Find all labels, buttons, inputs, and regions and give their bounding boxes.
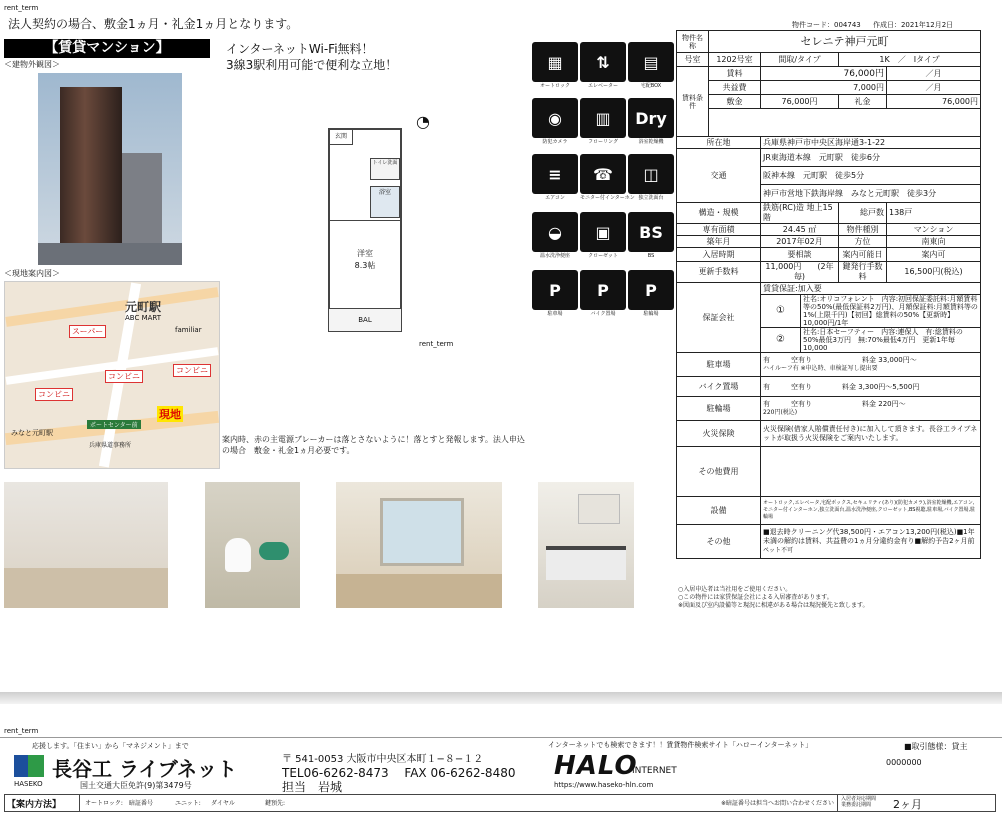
terms-blank bbox=[709, 109, 981, 137]
map-convenience: コンビニ bbox=[173, 364, 211, 377]
address-value: 兵庫県神戸市中央区海岸通3-1-22 bbox=[761, 137, 981, 149]
guide-bar bbox=[4, 794, 996, 812]
equipment-text: オートロック,エレベータ,宅配ボックス,セキュリティ(あり)(防犯カメラ),浴室乾燥機,エアコン,モニター付インターホン,独立洗面台,温水洗浄便座,クローゼット,BS視聴,駐車場,バイク置場,駐輪場 bbox=[761, 497, 981, 525]
plan-bath: 浴室 bbox=[370, 186, 400, 218]
site-url[interactable]: https://www.haseko-hln.com bbox=[554, 781, 654, 789]
unit-label: ユニット: bbox=[175, 800, 201, 807]
floor-area bbox=[336, 574, 502, 608]
air-conditioner-icon: ≡ エアコン bbox=[532, 154, 578, 202]
units-label: 総戸数 bbox=[839, 203, 887, 224]
agent-code: 0000000 bbox=[886, 758, 922, 767]
key-fee-label: 鍵発行手数料 bbox=[839, 262, 887, 283]
guarantee-2-number: ② bbox=[761, 328, 801, 353]
terms-label: 賃料条件 bbox=[677, 67, 709, 137]
bicycle-parking-icon: P 駐輪場 bbox=[628, 270, 674, 318]
common-per-month: ／月 bbox=[887, 81, 981, 95]
kitchen-counter bbox=[546, 546, 626, 580]
move-in-value: 要相談 bbox=[761, 248, 839, 262]
interior-photo-kitchen bbox=[538, 482, 634, 608]
deposit-label: 敷金 bbox=[709, 95, 761, 109]
address-label: 所在地 bbox=[677, 137, 761, 149]
area-map bbox=[4, 281, 220, 469]
map-road-label: 兵庫県道事務所 bbox=[89, 442, 132, 449]
plan-room: 洋室 bbox=[357, 249, 373, 258]
common-fee-label: 共益費 bbox=[709, 81, 761, 95]
type-value: マンション bbox=[887, 224, 981, 236]
key-no-label: 暗証番号 bbox=[129, 800, 154, 807]
building-photo bbox=[38, 73, 182, 265]
map-port-center: ポートセンター前 bbox=[87, 420, 141, 429]
footer-rule bbox=[0, 737, 1002, 738]
guarantee-head: 賃貸保証:加入要 bbox=[761, 283, 981, 295]
building-shape bbox=[60, 87, 122, 265]
window-shape bbox=[380, 498, 464, 566]
sink-shape bbox=[259, 542, 289, 560]
bike-parking-icon: P バイク置場 bbox=[580, 270, 626, 318]
closet-icon: ▣ クローゼット bbox=[580, 212, 626, 260]
bike-cell: 有 空有り 料金 3,300円～5,500円 bbox=[761, 377, 981, 397]
guarantee-2-text: 社名:日本セーフティー 内容:連保人 有:総賃料の50%最低3万円 無:70%最低4万円 更新1年毎10,000 bbox=[801, 328, 981, 353]
property-spec-table bbox=[676, 30, 981, 559]
interior-photo-toilet bbox=[205, 482, 300, 608]
footnote: ○この物件には家賃保証会社による入居審査があります。 bbox=[678, 594, 833, 601]
interior-photo-living bbox=[336, 482, 502, 608]
rent-term-label: rent_term bbox=[4, 727, 39, 735]
response-value: 2ヶ月 bbox=[893, 798, 922, 811]
bs-icon: BS BS bbox=[628, 212, 674, 260]
guarantee-label: 保証会社 bbox=[677, 283, 761, 353]
rent-per-month: ／月 bbox=[887, 67, 981, 81]
key-money-value: 76,000円 bbox=[887, 95, 981, 109]
parking-cell: 有 空有り 料金 33,000円～ ハイルーフ有 ※申込時、車検証写し提出要 bbox=[761, 353, 981, 377]
street bbox=[38, 243, 182, 265]
area-value: 24.45 ㎡ bbox=[761, 224, 839, 236]
plan-room-size: 8.3帖 bbox=[354, 261, 376, 270]
floor-area bbox=[4, 568, 168, 608]
map-label: ＜現地案内図＞ bbox=[4, 269, 60, 278]
map-station: 元町駅 bbox=[125, 300, 162, 314]
viewing-label: 案内可能日 bbox=[839, 248, 887, 262]
equipment-label: 設備 bbox=[677, 497, 761, 525]
guide-divider bbox=[79, 795, 80, 811]
access-label: 交通 bbox=[677, 149, 761, 203]
others-cell: ■退去時クリーニング代38,500円・エアコン13,200円(税込)■1年未満の解約は賃料、共益費の1ヵ月分違約金有り■解約予告2ヶ月前 ペット不可 bbox=[761, 525, 981, 559]
contact-person: 担当 岩城 bbox=[282, 780, 343, 794]
washbasin-icon: ◫ 独立洗面台 bbox=[628, 154, 674, 202]
renewal-value: 11,000円 (2年毎) bbox=[761, 262, 839, 283]
floor-plan bbox=[328, 128, 402, 332]
guide-note: 案内時、赤の主電源ブレーカーは落とさないように！落とすと発報します。法人申込の場合 敷金・礼金1ヵ月必要です。 bbox=[222, 435, 525, 455]
promo-line-2: 3線3駅利用可能で便利な立地！ bbox=[226, 58, 398, 72]
structure-value: 鉄筋(RC)造 地上15階 bbox=[761, 203, 839, 224]
guide-label: 【案内方法】 bbox=[7, 800, 62, 810]
built-label: 築年月 bbox=[677, 236, 761, 248]
footnote: ※図面及び室内設備等と現況に相違がある場合は現況優先と致します。 bbox=[678, 602, 869, 609]
amenity-icons bbox=[530, 40, 678, 330]
deposit-value: 76,000円 bbox=[761, 95, 839, 109]
other-costs-label: その他費用 bbox=[677, 447, 761, 497]
plan-entrance: 玄関 bbox=[330, 130, 353, 145]
map-road bbox=[5, 287, 218, 327]
bike-label: バイク置場 bbox=[677, 377, 761, 397]
bicycle-cell: 有 空有り 料金 220円～ 220円(税込) bbox=[761, 397, 981, 421]
postal-address: 〒 541-0053 大阪市中央区本町１−８−１２ bbox=[282, 754, 484, 765]
built-value: 2017年02月 bbox=[761, 236, 839, 248]
insurance-label: 火災保険 bbox=[677, 421, 761, 447]
move-in-label: 入居時期 bbox=[677, 248, 761, 262]
key-place-label: 鍵預先: bbox=[265, 800, 286, 807]
halo-logo: HALO bbox=[554, 751, 638, 781]
halo-internet: INTERNET bbox=[632, 766, 677, 776]
washlet-icon: ◒ 温水洗浄便座 bbox=[532, 212, 578, 260]
direction-label: 方位 bbox=[839, 236, 887, 248]
response-label: 入居者対応期間 業務委託期間 bbox=[841, 796, 877, 808]
map-convenience: コンビニ bbox=[35, 388, 73, 401]
support-text: 応援します。「住まい」から「マネジメント」まで bbox=[32, 742, 189, 750]
haseko-logo-icon bbox=[14, 755, 44, 777]
contact-note: ※暗証番号は担当へお問い合わせください bbox=[721, 800, 835, 807]
license-text: 国土交通大臣免許(9)第3479号 bbox=[80, 781, 192, 790]
parking-label: 駐車場 bbox=[677, 353, 761, 377]
other-costs-value bbox=[761, 447, 981, 497]
layout-value: 1K ／ Iタイプ bbox=[839, 53, 981, 67]
access-line-3: 神戸市営地下鉄海岸線 みなと元町駅 徒歩3分 bbox=[761, 185, 981, 203]
rent-term-label: rent_term bbox=[4, 4, 39, 12]
security-camera-icon: ◉ 防犯カメラ bbox=[532, 98, 578, 146]
interior-photo-room bbox=[4, 482, 168, 608]
map-supermarket: スーパー bbox=[69, 325, 106, 338]
rent-value: 76,000円 bbox=[761, 67, 887, 81]
rent-label: 賃料 bbox=[709, 67, 761, 81]
common-fee-value: 7,000円 bbox=[761, 81, 887, 95]
key-money-label: 礼金 bbox=[839, 95, 887, 109]
others-label: その他 bbox=[677, 525, 761, 559]
map-site-marker: 現地 bbox=[159, 408, 181, 421]
map-convenience: コンビニ bbox=[105, 370, 143, 383]
viewing-value: 案内可 bbox=[887, 248, 981, 262]
parking-icon: P 駐車場 bbox=[532, 270, 578, 318]
guarantee-1-number: ① bbox=[761, 295, 801, 328]
plan-balcony: BAL bbox=[328, 308, 402, 332]
notice-text: 法人契約の場合、敷金1ヵ月・礼金1ヵ月となります。 bbox=[8, 17, 299, 31]
guide-divider bbox=[837, 795, 838, 811]
promo-line-1: インターネットWi-Fi無料！ bbox=[226, 42, 374, 56]
direction-value: 南東向 bbox=[887, 236, 981, 248]
layout-label: 間取/タイプ bbox=[761, 53, 839, 67]
page-divider bbox=[0, 692, 1002, 704]
intercom-icon: ☎ モニター付インターホン bbox=[580, 154, 626, 202]
logo-green-part bbox=[28, 755, 44, 777]
renewal-label: 更新手数料 bbox=[677, 262, 761, 283]
exterior-label: ＜建物外観図＞ bbox=[4, 60, 60, 69]
rent-term-label: rent_term bbox=[419, 340, 454, 348]
footnote: ○入居申込者は当社用をご使用ください。 bbox=[678, 586, 792, 593]
area-label: 専有面積 bbox=[677, 224, 761, 236]
guarantee-1-text: 社名:オリコフォレント 内容:初回保証委託料:月額賃料等の50%(最低保証料2万円)、月額保証料:月額賃料等の1%(上限千円)【初回】総賃料の50%【更新時】10,000円/1年 bbox=[801, 295, 981, 328]
key-fee-value: 16,500円(税込) bbox=[887, 262, 981, 283]
footnotes bbox=[678, 586, 869, 610]
room-number: 1202号室 bbox=[709, 53, 761, 67]
room-label: 号室 bbox=[677, 53, 709, 67]
elevator-icon: ⇅ エレベーター bbox=[580, 42, 626, 90]
name-label: 物件名称 bbox=[677, 31, 709, 53]
company-name: 長谷工 ライブネット bbox=[52, 757, 237, 781]
plan-wall bbox=[330, 220, 400, 221]
property-name: セレニテ神戸元町 bbox=[709, 31, 981, 53]
map-familiar: familiar bbox=[175, 326, 202, 334]
access-line-2: 阪神本線 元町駅 徒歩5分 bbox=[761, 167, 981, 185]
delivery-box-icon: ▤ 宅配BOX bbox=[628, 42, 674, 90]
type-label: 物件種別 bbox=[839, 224, 887, 236]
structure-label: 構造・規模 bbox=[677, 203, 761, 224]
property-code: 物件コード：004743 作成日：2021年12月2日 bbox=[792, 21, 954, 29]
kitchen-cabinet bbox=[578, 494, 620, 524]
map-subway: みなと元町駅 bbox=[11, 429, 53, 437]
bath-dryer-icon: Dry 浴室乾燥機 bbox=[628, 98, 674, 146]
dial-label: ダイヤル bbox=[211, 800, 235, 807]
site-note: インターネットでも検索できます！！賃貸物件検索サイト「ハローインターネット」 bbox=[548, 741, 813, 749]
toilet-shape bbox=[225, 538, 251, 572]
transaction-type: ■取引態様：貸主 bbox=[904, 742, 968, 751]
access-line-1: JR東海道本線 元町駅 徒歩6分 bbox=[761, 149, 981, 167]
flooring-icon: ▥ フローリング bbox=[580, 98, 626, 146]
phone-fax: TEL06-6262-8473 FAX 06-6262-8480 bbox=[282, 766, 516, 780]
autolock-label: オートロック: bbox=[85, 800, 123, 807]
compass-icon: ◔ bbox=[416, 112, 430, 131]
insurance-text: 火災保険(借家人賠償責任付き)に加入して頂きます。長谷工ライブネットが取扱う火災保険をご案内いたします。 bbox=[761, 421, 981, 447]
bicycle-label: 駐輪場 bbox=[677, 397, 761, 421]
map-abc: ABC MART bbox=[125, 314, 162, 322]
auto-lock-icon: ▦ オートロック bbox=[532, 42, 578, 90]
rental-badge: 【賃貸マンション】 bbox=[4, 39, 210, 58]
plan-toilet: トイレ洗面 bbox=[370, 158, 400, 180]
units-value: 138戸 bbox=[887, 203, 981, 224]
haseko-text: HASEKO bbox=[14, 780, 43, 788]
